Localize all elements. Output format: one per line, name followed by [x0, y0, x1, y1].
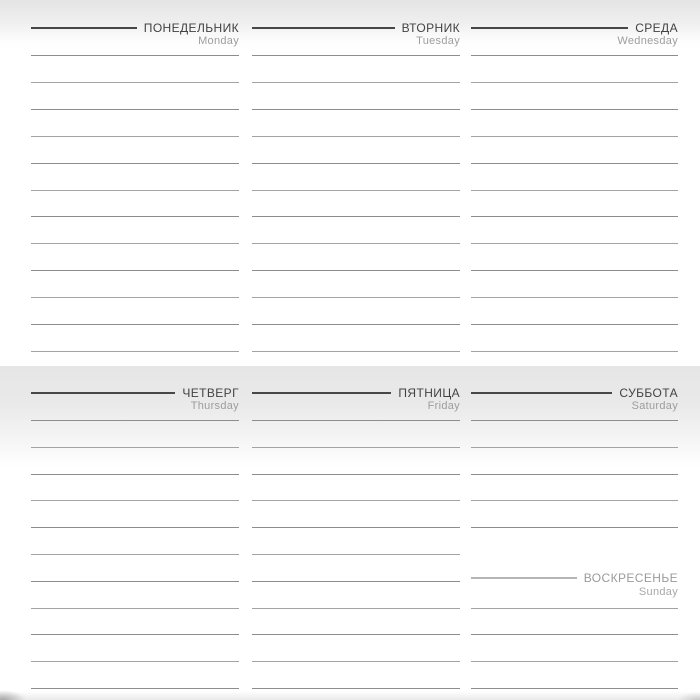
writing-line [471, 190, 678, 191]
day-name-en: Monday [198, 35, 239, 47]
header-rule-line [31, 392, 175, 394]
writing-line [31, 554, 239, 555]
writing-line [31, 82, 239, 83]
day-name-en: Thursday [190, 400, 239, 412]
writing-line [252, 297, 460, 298]
writing-line [252, 82, 460, 83]
day-name-ru: ЧЕТВЕРГ [182, 386, 239, 400]
writing-line [252, 688, 460, 689]
writing-line [471, 661, 678, 662]
writing-line [31, 661, 239, 662]
day-section-wednesday [471, 0, 678, 365]
writing-line [252, 474, 460, 475]
writing-line [252, 527, 460, 528]
writing-line [31, 190, 239, 191]
sunday-rule-line [471, 577, 577, 579]
day-name-en: Saturday [631, 400, 678, 412]
sunday-header [471, 571, 678, 585]
bottom-left-smudge [0, 690, 26, 700]
writing-line [31, 420, 239, 421]
writing-line [31, 216, 239, 217]
writing-line [252, 136, 460, 137]
day-header [31, 386, 239, 400]
day-section-saturday [471, 365, 678, 700]
header-rule-line [252, 392, 391, 394]
writing-line [471, 243, 678, 244]
writing-line [471, 82, 678, 83]
day-section-tuesday [252, 0, 460, 365]
writing-line [252, 351, 460, 352]
header-rule-line [252, 27, 395, 29]
writing-line [31, 447, 239, 448]
day-name-en: Sunday [638, 586, 678, 598]
writing-line [252, 634, 460, 635]
day-section-friday [252, 365, 460, 700]
writing-line [471, 688, 678, 689]
writing-line [471, 109, 678, 110]
writing-line [252, 270, 460, 271]
writing-line [471, 136, 678, 137]
bottom-right-smudge [678, 692, 700, 700]
writing-line [471, 216, 678, 217]
writing-line [252, 190, 460, 191]
writing-line [471, 324, 678, 325]
day-header [471, 386, 678, 400]
day-section-monday [31, 0, 239, 365]
writing-line [252, 163, 460, 164]
writing-line [31, 500, 239, 501]
header-rule-line [31, 27, 137, 29]
writing-line [471, 474, 678, 475]
day-name-ru: ВОСКРЕСЕНЬЕ [583, 571, 678, 585]
writing-line [252, 661, 460, 662]
writing-line [471, 608, 678, 609]
day-name-ru: ВТОРНИК [401, 21, 460, 35]
writing-line [252, 608, 460, 609]
writing-line [252, 500, 460, 501]
writing-line [471, 447, 678, 448]
writing-line [31, 109, 239, 110]
writing-line [471, 527, 678, 528]
writing-line [252, 420, 460, 421]
writing-line [31, 581, 239, 582]
writing-line [31, 324, 239, 325]
writing-line [471, 634, 678, 635]
writing-line [252, 581, 460, 582]
writing-line [31, 608, 239, 609]
writing-line [31, 634, 239, 635]
day-header [252, 21, 460, 35]
writing-line [252, 324, 460, 325]
day-name-en: Wednesday [617, 35, 678, 47]
writing-line [471, 55, 678, 56]
writing-line [31, 688, 239, 689]
writing-line [471, 420, 678, 421]
writing-line [252, 216, 460, 217]
day-name-ru: СРЕДА [635, 21, 678, 35]
writing-line [31, 55, 239, 56]
day-name-ru: ПОНЕДЕЛЬНИК [143, 21, 239, 35]
day-name-ru: СУББОТА [619, 386, 678, 400]
day-header [31, 21, 239, 35]
writing-line [471, 500, 678, 501]
writing-line [252, 447, 460, 448]
writing-line [252, 243, 460, 244]
writing-line [31, 474, 239, 475]
writing-line [31, 136, 239, 137]
day-header [252, 386, 460, 400]
writing-line [471, 297, 678, 298]
day-section-thursday [31, 365, 239, 700]
writing-line [252, 554, 460, 555]
header-rule-line [471, 392, 612, 394]
writing-line [31, 527, 239, 528]
writing-line [252, 109, 460, 110]
day-name-en: Tuesday [416, 35, 460, 47]
day-name-en: Friday [427, 400, 460, 412]
day-name-ru: ПЯТНИЦА [398, 386, 460, 400]
writing-line [471, 270, 678, 271]
writing-line [31, 270, 239, 271]
writing-line [252, 55, 460, 56]
writing-line [31, 163, 239, 164]
writing-line [471, 163, 678, 164]
writing-line [31, 351, 239, 352]
writing-line [31, 297, 239, 298]
header-rule-line [471, 27, 628, 29]
writing-line [471, 351, 678, 352]
writing-line [31, 243, 239, 244]
day-header [471, 21, 678, 35]
